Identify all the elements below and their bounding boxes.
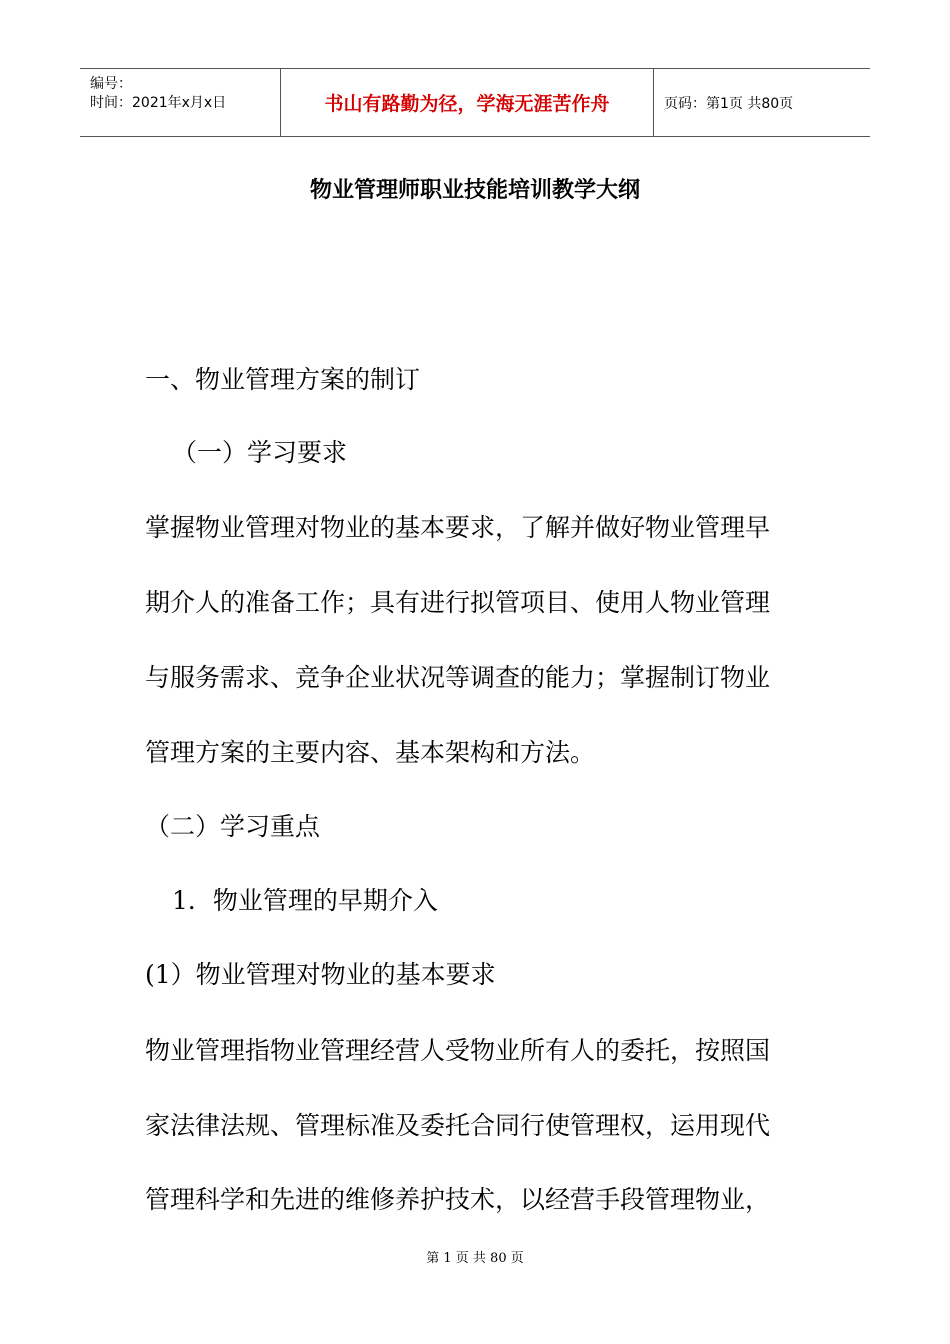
paragraph-line: 掌握物业管理对物业的基本要求，了解并做好物业管理早 bbox=[145, 513, 771, 542]
header-motto: 书山有路勤为径，学海无涯苦作舟 bbox=[324, 93, 610, 115]
section-heading: 一、物业管理方案的制订 bbox=[145, 365, 421, 394]
paragraph-line: 管理方案的主要内容、基本架构和方法。 bbox=[145, 738, 596, 767]
numbered-heading: 1．物业管理的早期介入 bbox=[172, 886, 438, 915]
header-number-label: 编号： bbox=[90, 76, 132, 92]
document-header bbox=[80, 68, 870, 137]
document-title: 物业管理师职业技能培训教学大纲 bbox=[309, 178, 640, 203]
subsection-heading: （二）学习重点 bbox=[145, 812, 321, 841]
paragraph-line: 物业管理指物业管理经营人受物业所有人的委托，按照国 bbox=[145, 1036, 771, 1065]
paragraph-line: 期介人的准备工作；具有进行拟管项目、使用人物业管理 bbox=[145, 588, 771, 617]
subsection-heading: （一）学习要求 bbox=[172, 438, 348, 467]
header-time-label: 时间：2021年x月x日 bbox=[90, 95, 227, 111]
paragraph-line: 与服务需求、竞争企业状况等调查的能力；掌握制订物业 bbox=[145, 663, 771, 692]
page-footer: 第 1 页 共 80 页 bbox=[426, 1251, 524, 1266]
header-divider bbox=[653, 69, 654, 136]
numbered-subheading: (1）物业管理对物业的基本要求 bbox=[145, 960, 496, 989]
header-meta bbox=[80, 69, 280, 136]
header-page-info: 页码：第1页 共80页 bbox=[664, 95, 794, 112]
paragraph-line: 家法律法规、管理标准及委托合同行使管理权，运用现代 bbox=[145, 1111, 771, 1140]
paragraph-line: 管理科学和先进的维修养护技术，以经营手段管理物业， bbox=[145, 1185, 771, 1214]
